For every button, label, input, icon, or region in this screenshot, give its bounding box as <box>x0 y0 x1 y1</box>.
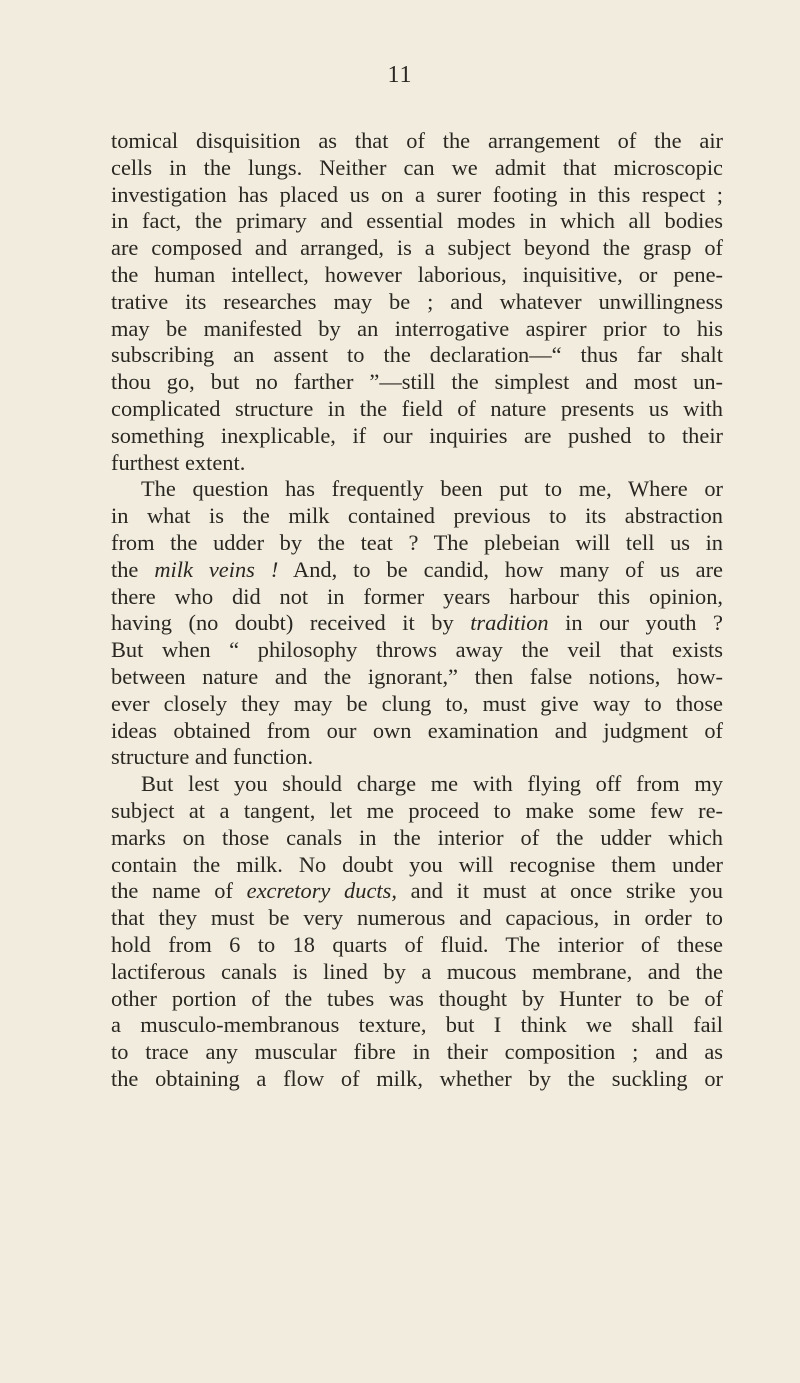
text-segment: But lest you should charge me with flying off from my <box>141 771 723 797</box>
text-segment: ever closely they may be clung to, must give way to those <box>111 690 723 716</box>
text-line <box>111 905 723 932</box>
text-line <box>111 610 723 637</box>
text-segment: contain the milk. No doubt you will recognise them under <box>111 851 723 877</box>
text-line <box>111 718 723 745</box>
text-line: cells in the lungs. Neither can we admit that microscopic <box>111 154 723 180</box>
text-line <box>111 530 723 557</box>
text-segment: structure and function. <box>111 744 314 770</box>
text-segment: there who did not in former years harbour this opinion, <box>111 583 723 609</box>
text-segment: to trace any muscular fibre in their composition ; and as <box>111 1039 723 1065</box>
text-line <box>111 959 723 986</box>
italic-phrase: excretory ducts, <box>246 878 397 904</box>
text-line <box>111 637 723 664</box>
text-segment: hold from 6 to 18 quarts of fluid. The interior of these <box>111 931 723 957</box>
text-segment: But when “ philosophy throws away the veil that exists <box>111 637 723 663</box>
text-line <box>111 691 723 718</box>
text-line: may be manifested by an interrogative aspirer prior to his <box>111 315 723 341</box>
text-segment: the <box>111 556 155 582</box>
text-segment: The question has frequently been put to me, Where or <box>141 476 723 502</box>
italic-phrase: milk veins ! <box>154 556 279 582</box>
text-line <box>111 771 723 798</box>
text-line: tomical disquisition as that of the arrangement of the air <box>111 128 723 153</box>
text-line: complicated structure in the field of nature presents us with <box>111 395 723 421</box>
text-line <box>111 476 723 503</box>
text-line: are composed and arranged, is a subject beyond the grasp of <box>111 235 723 261</box>
text-line <box>111 852 723 879</box>
italic-phrase: tradition <box>470 610 549 636</box>
text-line <box>111 932 723 959</box>
text-line: the human intellect, however laborious, inquisitive, or pene- <box>111 261 723 287</box>
text-segment: that they must be very numerous and capacious, in order to <box>111 905 723 931</box>
text-segment: And, to be candid, how many of us are <box>278 556 723 582</box>
text-line <box>111 1066 723 1093</box>
text-line <box>111 664 723 691</box>
text-segment: marks on those canals in the interior of the udder which <box>111 824 723 850</box>
text-segment: between nature and the ignorant,” then false notions, how- <box>111 663 723 689</box>
text-line <box>111 986 723 1013</box>
text-line <box>111 744 723 771</box>
text-segment: in what is the milk contained previous to its abstraction <box>111 503 723 529</box>
text-line <box>111 557 723 584</box>
text-segment: lactiferous canals is lined by a mucous membrane, and the <box>111 958 723 984</box>
text-line: in fact, the primary and essential modes in which all bodies <box>111 208 723 234</box>
text-line <box>111 878 723 905</box>
text-line <box>111 825 723 852</box>
text-line <box>111 1012 723 1039</box>
body-text <box>111 128 723 1093</box>
text-segment: the name of <box>111 878 247 904</box>
text-segment: having (no doubt) received it by <box>111 610 471 636</box>
text-segment: and it must at once strike you <box>396 878 723 904</box>
text-segment: in our youth ? <box>548 610 723 636</box>
text-segment: subject at a tangent, let me proceed to make some few re- <box>111 797 723 823</box>
page-number: 11 <box>387 62 413 88</box>
text-line: something inexplicable, if our inquiries are pushed to their <box>111 422 723 448</box>
text-line: subscribing an assent to the declaration—“ thus far shalt <box>111 342 723 368</box>
text-line <box>111 798 723 825</box>
text-line: furthest extent. <box>111 449 246 475</box>
text-segment: from the udder by the teat ? The plebeian will tell us in <box>111 529 723 555</box>
text-line: thou go, but no farther ”—still the simplest and most un- <box>111 369 723 395</box>
text-line <box>111 1039 723 1066</box>
text-segment: other portion of the tubes was thought by Hunter to be of <box>111 985 723 1011</box>
text-line: investigation has placed us on a surer footing in this respect ; <box>111 181 723 207</box>
text-segment: a musculo-membranous texture, but I think we shall fail <box>111 1012 723 1038</box>
text-segment: the obtaining a flow of milk, whether by the suckling or <box>111 1065 723 1091</box>
text-line <box>111 503 723 530</box>
text-line: trative its researches may be ; and whatever unwillingness <box>111 288 723 314</box>
text-segment: ideas obtained from our own examination and judgment of <box>111 717 723 743</box>
text-line <box>111 584 723 611</box>
